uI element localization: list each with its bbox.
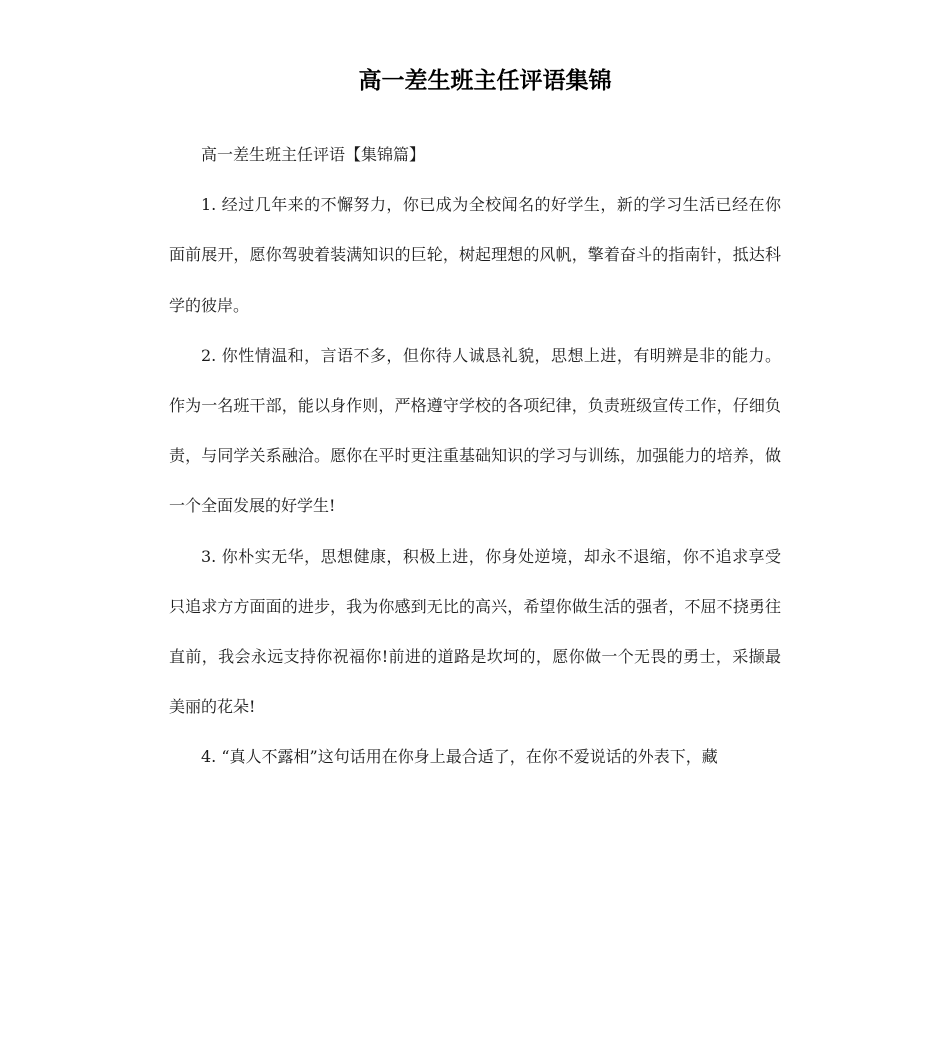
document-title: 高一差生班主任评语集锦 (358, 68, 612, 94)
document-body (169, 130, 781, 783)
paragraph-heading: 高一差生班主任评语【集锦篇】 (201, 145, 426, 164)
paragraph-1: 1. 经过几年来的不懈努力，你已成为全校闻名的好学生，新的学习生活已经在你面前展开，愿你驾驶着装满知识的巨轮，树起理想的风帆，擎着奋斗的指南针，抵达科学的彼岸。 (169, 195, 781, 315)
paragraph-3: 3. 你朴实无华，思想健康，积极上进，你身处逆境，却永不退缩，你不追求享受只追求方方面面的进步，我为你感到无比的高兴，希望你做生活的强者，不屈不挠勇往直前，我会永远支持你祝福你!前进的道路是坎坷的，愿你做一个无畏的勇士，采撷最美丽的花朵! (169, 546, 781, 717)
paragraph-4: 4. “真人不露相”这句话用在你身上最合适了，在你不爱说话的外表下，藏 (201, 747, 718, 767)
paragraph-2: 2. 你性情温和，言语不多，但你待人诚恳礼貌，思想上进，有明辨是非的能力。作为一名班干部，能以身作则，严格遵守学校的各项纪律，负责班级宣传工作，仔细负责，与同学关系融洽。愿你在平时更注重基础知识的学习与训练，加强能力的培养，做一个全面发展的好学生! (169, 345, 781, 516)
